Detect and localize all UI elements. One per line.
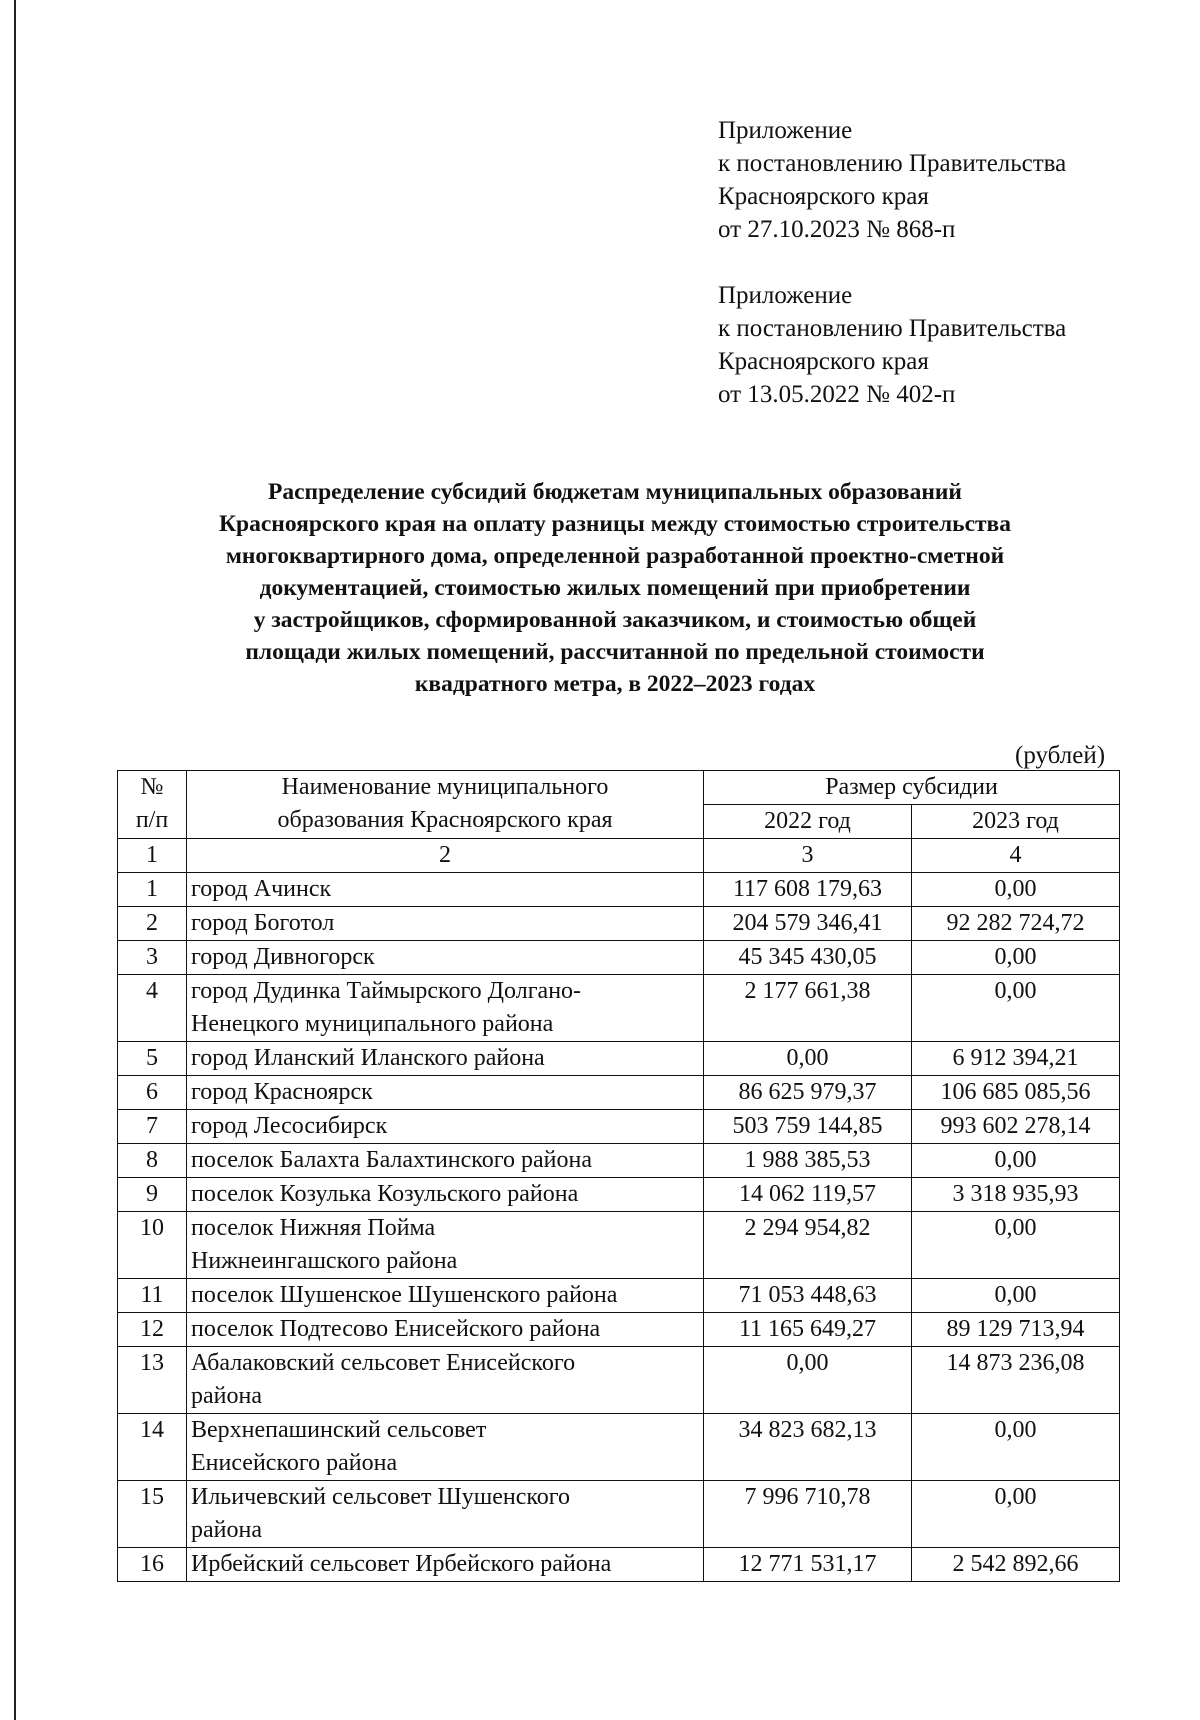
- municipality-name-line: Нижнеингашского района: [191, 1248, 458, 1274]
- municipality-name-line: город Иланский Иланского района: [191, 1045, 545, 1071]
- subsidy-2023: 0,00: [912, 941, 1120, 975]
- table-row: [118, 1548, 1120, 1582]
- municipality-name-line: Абалаковский сельсовет Енисейского: [191, 1350, 576, 1376]
- municipality-name-line: Ирбейский сельсовет Ирбейского района: [191, 1551, 612, 1577]
- table-row: [118, 941, 1120, 975]
- table-body: [118, 873, 1120, 1582]
- appendix-line: Красноярского края: [718, 348, 929, 375]
- subsidy-2022: 117 608 179,63: [704, 873, 912, 907]
- municipality-name-line: город Дивногорск: [191, 944, 375, 970]
- row-number: 2: [118, 907, 187, 941]
- header-number-line: №: [140, 774, 164, 800]
- subsidy-2023: 14 873 236,08: [912, 1347, 1120, 1414]
- units-label: (рублей): [1015, 742, 1106, 769]
- subsidy-2022: 0,00: [704, 1042, 912, 1076]
- municipality-name: [187, 1481, 704, 1548]
- row-number: 13: [118, 1347, 187, 1414]
- municipality-name-line: город Лесосибирск: [191, 1113, 388, 1139]
- table-row: [118, 1481, 1120, 1548]
- municipality-name: [187, 1414, 704, 1481]
- municipality-name: [187, 1212, 704, 1279]
- subsidy-2022: 14 062 119,57: [704, 1178, 912, 1212]
- municipality-name-line: Ненецкого муниципального района: [191, 1011, 554, 1037]
- subsidy-2022: 503 759 144,85: [704, 1110, 912, 1144]
- subsidy-2023: 3 318 935,93: [912, 1178, 1120, 1212]
- municipality-name: [187, 1313, 704, 1347]
- table-row: [118, 873, 1120, 907]
- subsidy-2022: 2 294 954,82: [704, 1212, 912, 1279]
- subsidy-2022: 45 345 430,05: [704, 941, 912, 975]
- municipality-name-line: поселок Подтесово Енисейского района: [191, 1316, 601, 1342]
- municipality-name-line: Енисейского района: [191, 1450, 398, 1476]
- subsidy-2023: 0,00: [912, 873, 1120, 907]
- table-row: [118, 1212, 1120, 1279]
- subsidy-2022: 2 177 661,38: [704, 975, 912, 1042]
- title-line: у застройщиков, сформированной заказчиком, и стоимостью общей: [253, 607, 977, 633]
- municipality-name-line: город Красноярск: [191, 1079, 373, 1105]
- table-row: [118, 1279, 1120, 1313]
- table-row: [118, 1144, 1120, 1178]
- column-number: 3: [704, 839, 912, 873]
- title-line: квадратного метра, в 2022–2023 годах: [414, 671, 816, 697]
- municipality-name: [187, 1548, 704, 1582]
- column-number-row: [118, 839, 1120, 873]
- header-number: [118, 771, 187, 839]
- subsidy-2022: 7 996 710,78: [704, 1481, 912, 1548]
- table-header: [118, 771, 1120, 873]
- subsidy-2023: 0,00: [912, 1279, 1120, 1313]
- municipality-name: [187, 941, 704, 975]
- row-number: 9: [118, 1178, 187, 1212]
- table-row: [118, 975, 1120, 1042]
- municipality-name-line: поселок Нижняя Пойма: [191, 1215, 436, 1241]
- municipality-name: [187, 1042, 704, 1076]
- subsidy-2023: 106 685 085,56: [912, 1076, 1120, 1110]
- header-municipality-line: образования Красноярского края: [277, 807, 613, 833]
- municipality-name-line: поселок Козулька Козульского района: [191, 1181, 579, 1207]
- municipality-name-line: город Ачинск: [191, 876, 332, 902]
- municipality-name-line: Верхнепашинский сельсовет: [191, 1417, 487, 1443]
- scan-page-edge: [14, 0, 16, 1720]
- appendix-line: Красноярского края: [718, 183, 929, 210]
- title-line: Красноярского края на оплату разницы между стоимостью строительства: [219, 511, 1011, 537]
- row-number: 11: [118, 1279, 187, 1313]
- municipality-name-line: город Боготол: [191, 910, 335, 936]
- appendix-note-current: [718, 114, 1066, 246]
- row-number: 12: [118, 1313, 187, 1347]
- table-row: [118, 1313, 1120, 1347]
- row-number: 5: [118, 1042, 187, 1076]
- table-row: [118, 1076, 1120, 1110]
- municipality-name: [187, 1347, 704, 1414]
- table-row: [118, 1178, 1120, 1212]
- municipality-name: [187, 873, 704, 907]
- appendix-date-number: от 13.05.2022 № 402-п: [718, 381, 956, 408]
- title-line: документацией, стоимостью жилых помещений при приобретении: [259, 575, 971, 601]
- subsidy-table: [117, 770, 1120, 1582]
- row-number: 3: [118, 941, 187, 975]
- subsidy-2022: 204 579 346,41: [704, 907, 912, 941]
- subsidy-2023: 0,00: [912, 1414, 1120, 1481]
- municipality-name-line: района: [191, 1517, 262, 1543]
- subsidy-2022: 86 625 979,37: [704, 1076, 912, 1110]
- subsidy-2023: 0,00: [912, 1144, 1120, 1178]
- row-number: 7: [118, 1110, 187, 1144]
- header-row: [118, 771, 1120, 805]
- title-line: Распределение субсидий бюджетам муниципальных образований: [268, 479, 962, 505]
- appendix-line: Приложение: [718, 117, 853, 144]
- table-row: [118, 1414, 1120, 1481]
- subsidy-2023: 92 282 724,72: [912, 907, 1120, 941]
- subsidy-2023: 89 129 713,94: [912, 1313, 1120, 1347]
- title-line: многоквартирного дома, определенной разработанной проектно-сметной: [225, 543, 1005, 569]
- row-number: 15: [118, 1481, 187, 1548]
- municipality-name-line: Ильичевский сельсовет Шушенского: [191, 1484, 571, 1510]
- header-number-line: п/п: [135, 807, 169, 833]
- subsidy-2022: 12 771 531,17: [704, 1548, 912, 1582]
- subsidy-2023: 6 912 394,21: [912, 1042, 1120, 1076]
- municipality-name-line: поселок Балахта Балахтинского района: [191, 1147, 592, 1173]
- column-number: 1: [118, 839, 187, 873]
- municipality-name: [187, 1279, 704, 1313]
- municipality-name: [187, 1178, 704, 1212]
- column-number: 4: [912, 839, 1120, 873]
- subsidy-2023: 0,00: [912, 1212, 1120, 1279]
- municipality-name: [187, 1110, 704, 1144]
- header-year-2023: 2023 год: [912, 805, 1120, 839]
- municipality-name: [187, 1076, 704, 1110]
- municipality-name: [187, 907, 704, 941]
- subsidy-2023: 0,00: [912, 975, 1120, 1042]
- subsidy-2022: 1 988 385,53: [704, 1144, 912, 1178]
- appendix-line: Приложение: [718, 282, 853, 309]
- subsidy-2022: 71 053 448,63: [704, 1279, 912, 1313]
- row-number: 6: [118, 1076, 187, 1110]
- appendix-date-number: от 27.10.2023 № 868-п: [718, 216, 956, 243]
- row-number: 1: [118, 873, 187, 907]
- subsidy-2023: 993 602 278,14: [912, 1110, 1120, 1144]
- municipality-name: [187, 975, 704, 1042]
- table-row: [118, 907, 1120, 941]
- appendix-line: к постановлению Правительства: [718, 150, 1067, 177]
- column-number: 2: [187, 839, 704, 873]
- municipality-name-line: района: [191, 1383, 262, 1409]
- table-row: [118, 1347, 1120, 1414]
- subsidy-2022: 11 165 649,27: [704, 1313, 912, 1347]
- header-municipality: [187, 771, 704, 839]
- table-row: [118, 1110, 1120, 1144]
- row-number: 8: [118, 1144, 187, 1178]
- document-title: [150, 476, 1080, 700]
- title-line: площади жилых помещений, рассчитанной по предельной стоимости: [245, 639, 985, 665]
- appendix-line: к постановлению Правительства: [718, 315, 1067, 342]
- header-subsidy-amount: Размер субсидии: [704, 771, 1120, 805]
- row-number: 4: [118, 975, 187, 1042]
- municipality-name-line: город Дудинка Таймырского Долгано-: [191, 978, 582, 1004]
- header-municipality-line: Наименование муниципального: [281, 774, 609, 800]
- municipality-name-line: поселок Шушенское Шушенского района: [191, 1282, 618, 1308]
- table-row: [118, 1042, 1120, 1076]
- row-number: 16: [118, 1548, 187, 1582]
- row-number: 14: [118, 1414, 187, 1481]
- appendix-note-original: [718, 279, 1066, 411]
- subsidy-2022: 0,00: [704, 1347, 912, 1414]
- subsidy-2023: 2 542 892,66: [912, 1548, 1120, 1582]
- municipality-name: [187, 1144, 704, 1178]
- subsidy-2023: 0,00: [912, 1481, 1120, 1548]
- header-year-2022: 2022 год: [704, 805, 912, 839]
- subsidy-2022: 34 823 682,13: [704, 1414, 912, 1481]
- row-number: 10: [118, 1212, 187, 1279]
